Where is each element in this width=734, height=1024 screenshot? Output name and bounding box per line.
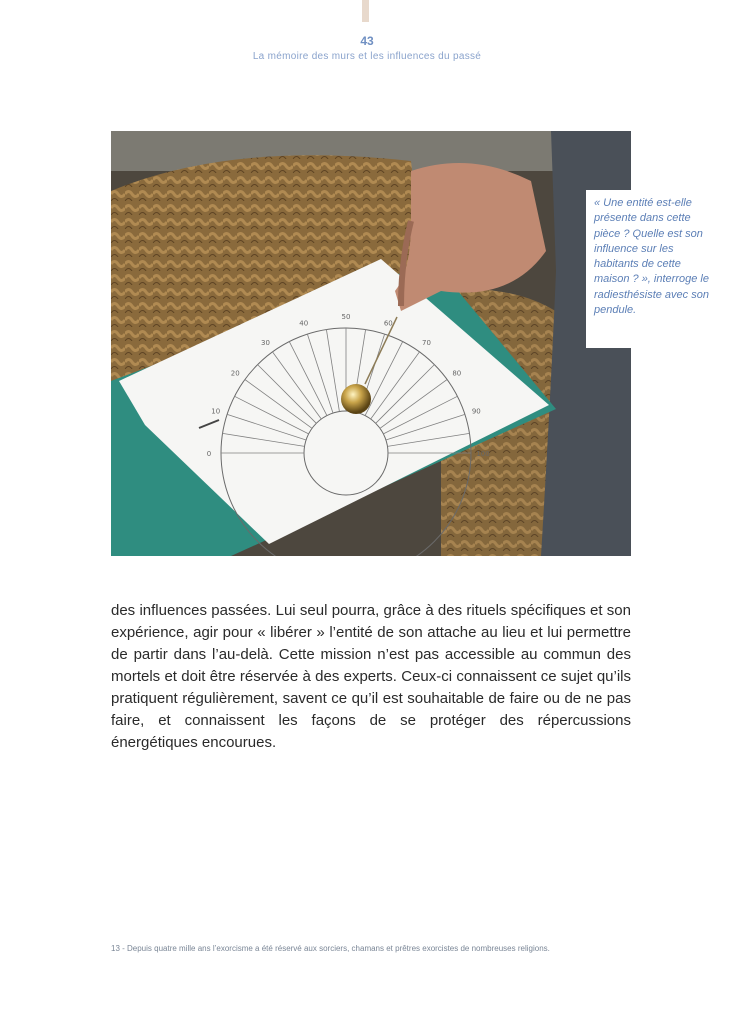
- dial-tick-label: 50: [341, 313, 351, 321]
- dial-tick-label: 70: [422, 339, 431, 348]
- body-text: [111, 600, 631, 754]
- page-top-tab: [362, 0, 369, 22]
- body-paragraph: des influences passées. Lui seul pourra, grâce à des rituels spécifiques et son expérience, agir pour « libérer » l’entité de son attache au lieu et lui permettre de partir dans l’au-delà. Cette mission n’est pas accessible au commun des mortels et doit être réservée à des experts. Ceux-ci connaissent ce sujet qu’ils pratiquent régulièrement, savent ce qu’il est souhaitable de faire ou de ne pas faire, et connaissent les façons de se protéger des répercussions énergétiques encourues.: [111, 602, 631, 751]
- dial-tick-label: 90: [471, 407, 481, 416]
- pendulum-photo: [111, 131, 631, 556]
- dial-tick-label: 80: [452, 369, 462, 378]
- dial-tick-label: 100: [476, 450, 490, 458]
- dial-tick-label: 60: [383, 319, 393, 328]
- dial-tick-label: 40: [299, 319, 309, 328]
- running-title: La mémoire des murs et les influences du passé: [252, 51, 482, 62]
- dial-tick-label: 20: [230, 369, 240, 378]
- dial-tick-label: 0: [206, 450, 212, 458]
- footnote: 13 - Depuis quatre mille ans l’exorcisme a été réservé aux sorciers, chamans et prêtres exorcistes de nombreuses religions.: [111, 944, 550, 953]
- dial-tick-label: 30: [261, 339, 270, 348]
- photo-caption: « Une entité est-elle présente dans cette pièce ? Quelle est son influence sur les habitants de cette maison ? », interroge le radiesthésiste avec son pendule.: [586, 190, 718, 348]
- dial-tick-label: 10: [211, 407, 221, 416]
- page-number: 43: [360, 34, 374, 48]
- pendulum-bob: [341, 384, 371, 414]
